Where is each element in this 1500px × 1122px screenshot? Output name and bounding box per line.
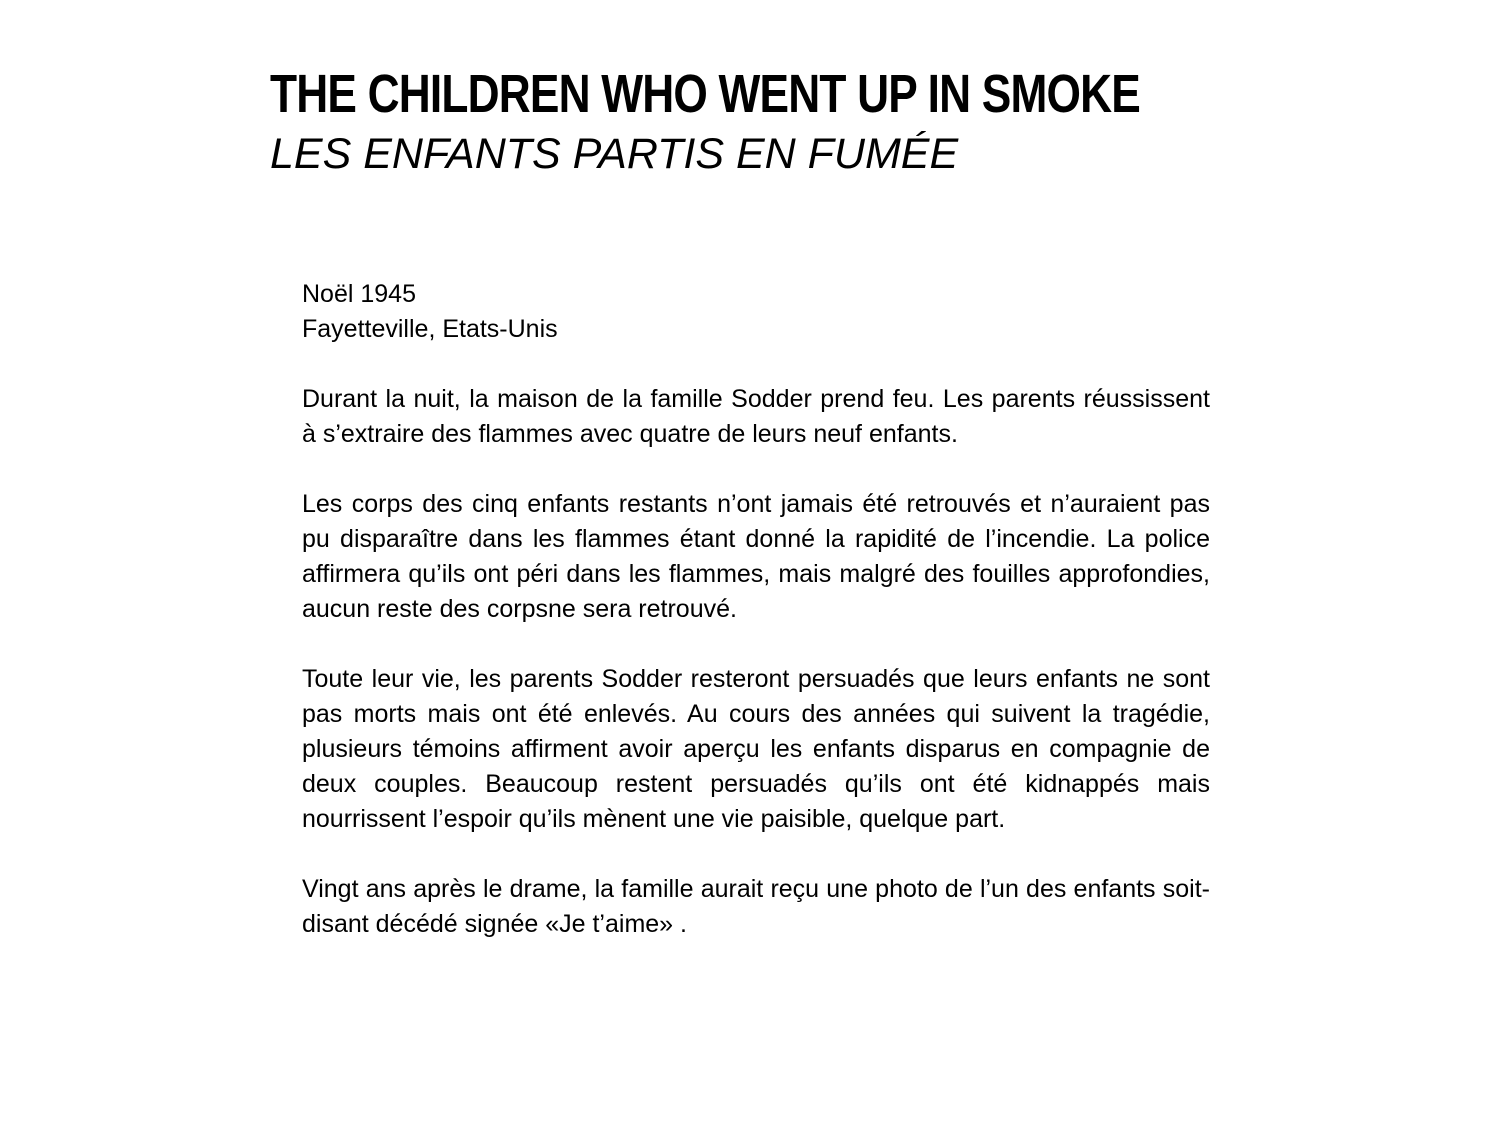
paragraph-spacer xyxy=(302,452,1210,487)
paragraph-spacer xyxy=(302,627,1210,662)
paragraph-spacer xyxy=(302,837,1210,872)
paragraph-spacer xyxy=(302,347,1210,382)
paragraph-parents-belief: Toute leur vie, les parents Sodder resteront persuadés que leurs enfants ne sont pas morts mais ont été enlevés. Au cours des années qui suivent la tragédie, plusieurs témoins affirment avoir aperçu les enfants disparus en compagnie de deux couples. Beaucoup restent persuadés qu’ils ont été kidnappés mais nourrissent l’espoir qu’ils mènent une vie paisible, quelque part. xyxy=(302,665,1210,833)
paragraph-photo: Vingt ans après le drame, la famille aurait reçu une photo de l’un des enfants soit-disant décédé signée «Je t’aime» . xyxy=(302,875,1210,938)
paragraph-missing-bodies: Les corps des cinq enfants restants n’ont jamais été retrouvés et n’auraient pas pu disparaître dans les flammes étant donné la rapidité de l’incendie. La police affirmera qu’ils ont péri dans les flammes, mais malgré des fouilles approfondies, aucun reste des corpsne sera retrouvé. xyxy=(302,490,1210,623)
document-header xyxy=(270,60,1230,180)
date-line: Noël 1945 xyxy=(302,280,416,308)
paragraph-fire: Durant la nuit, la maison de la famille Sodder prend feu. Les parents réussissent à s’extraire des flammes avec quatre de leurs neuf enfants. xyxy=(302,385,1210,448)
page-title: THE CHILDREN WHO WENT UP IN SMOKE xyxy=(270,64,1141,124)
document-body xyxy=(302,277,1210,942)
page-subtitle: LES ENFANTS PARTIS EN FUMÉE xyxy=(270,130,959,178)
place-line: Fayetteville, Etats-Unis xyxy=(302,315,558,343)
